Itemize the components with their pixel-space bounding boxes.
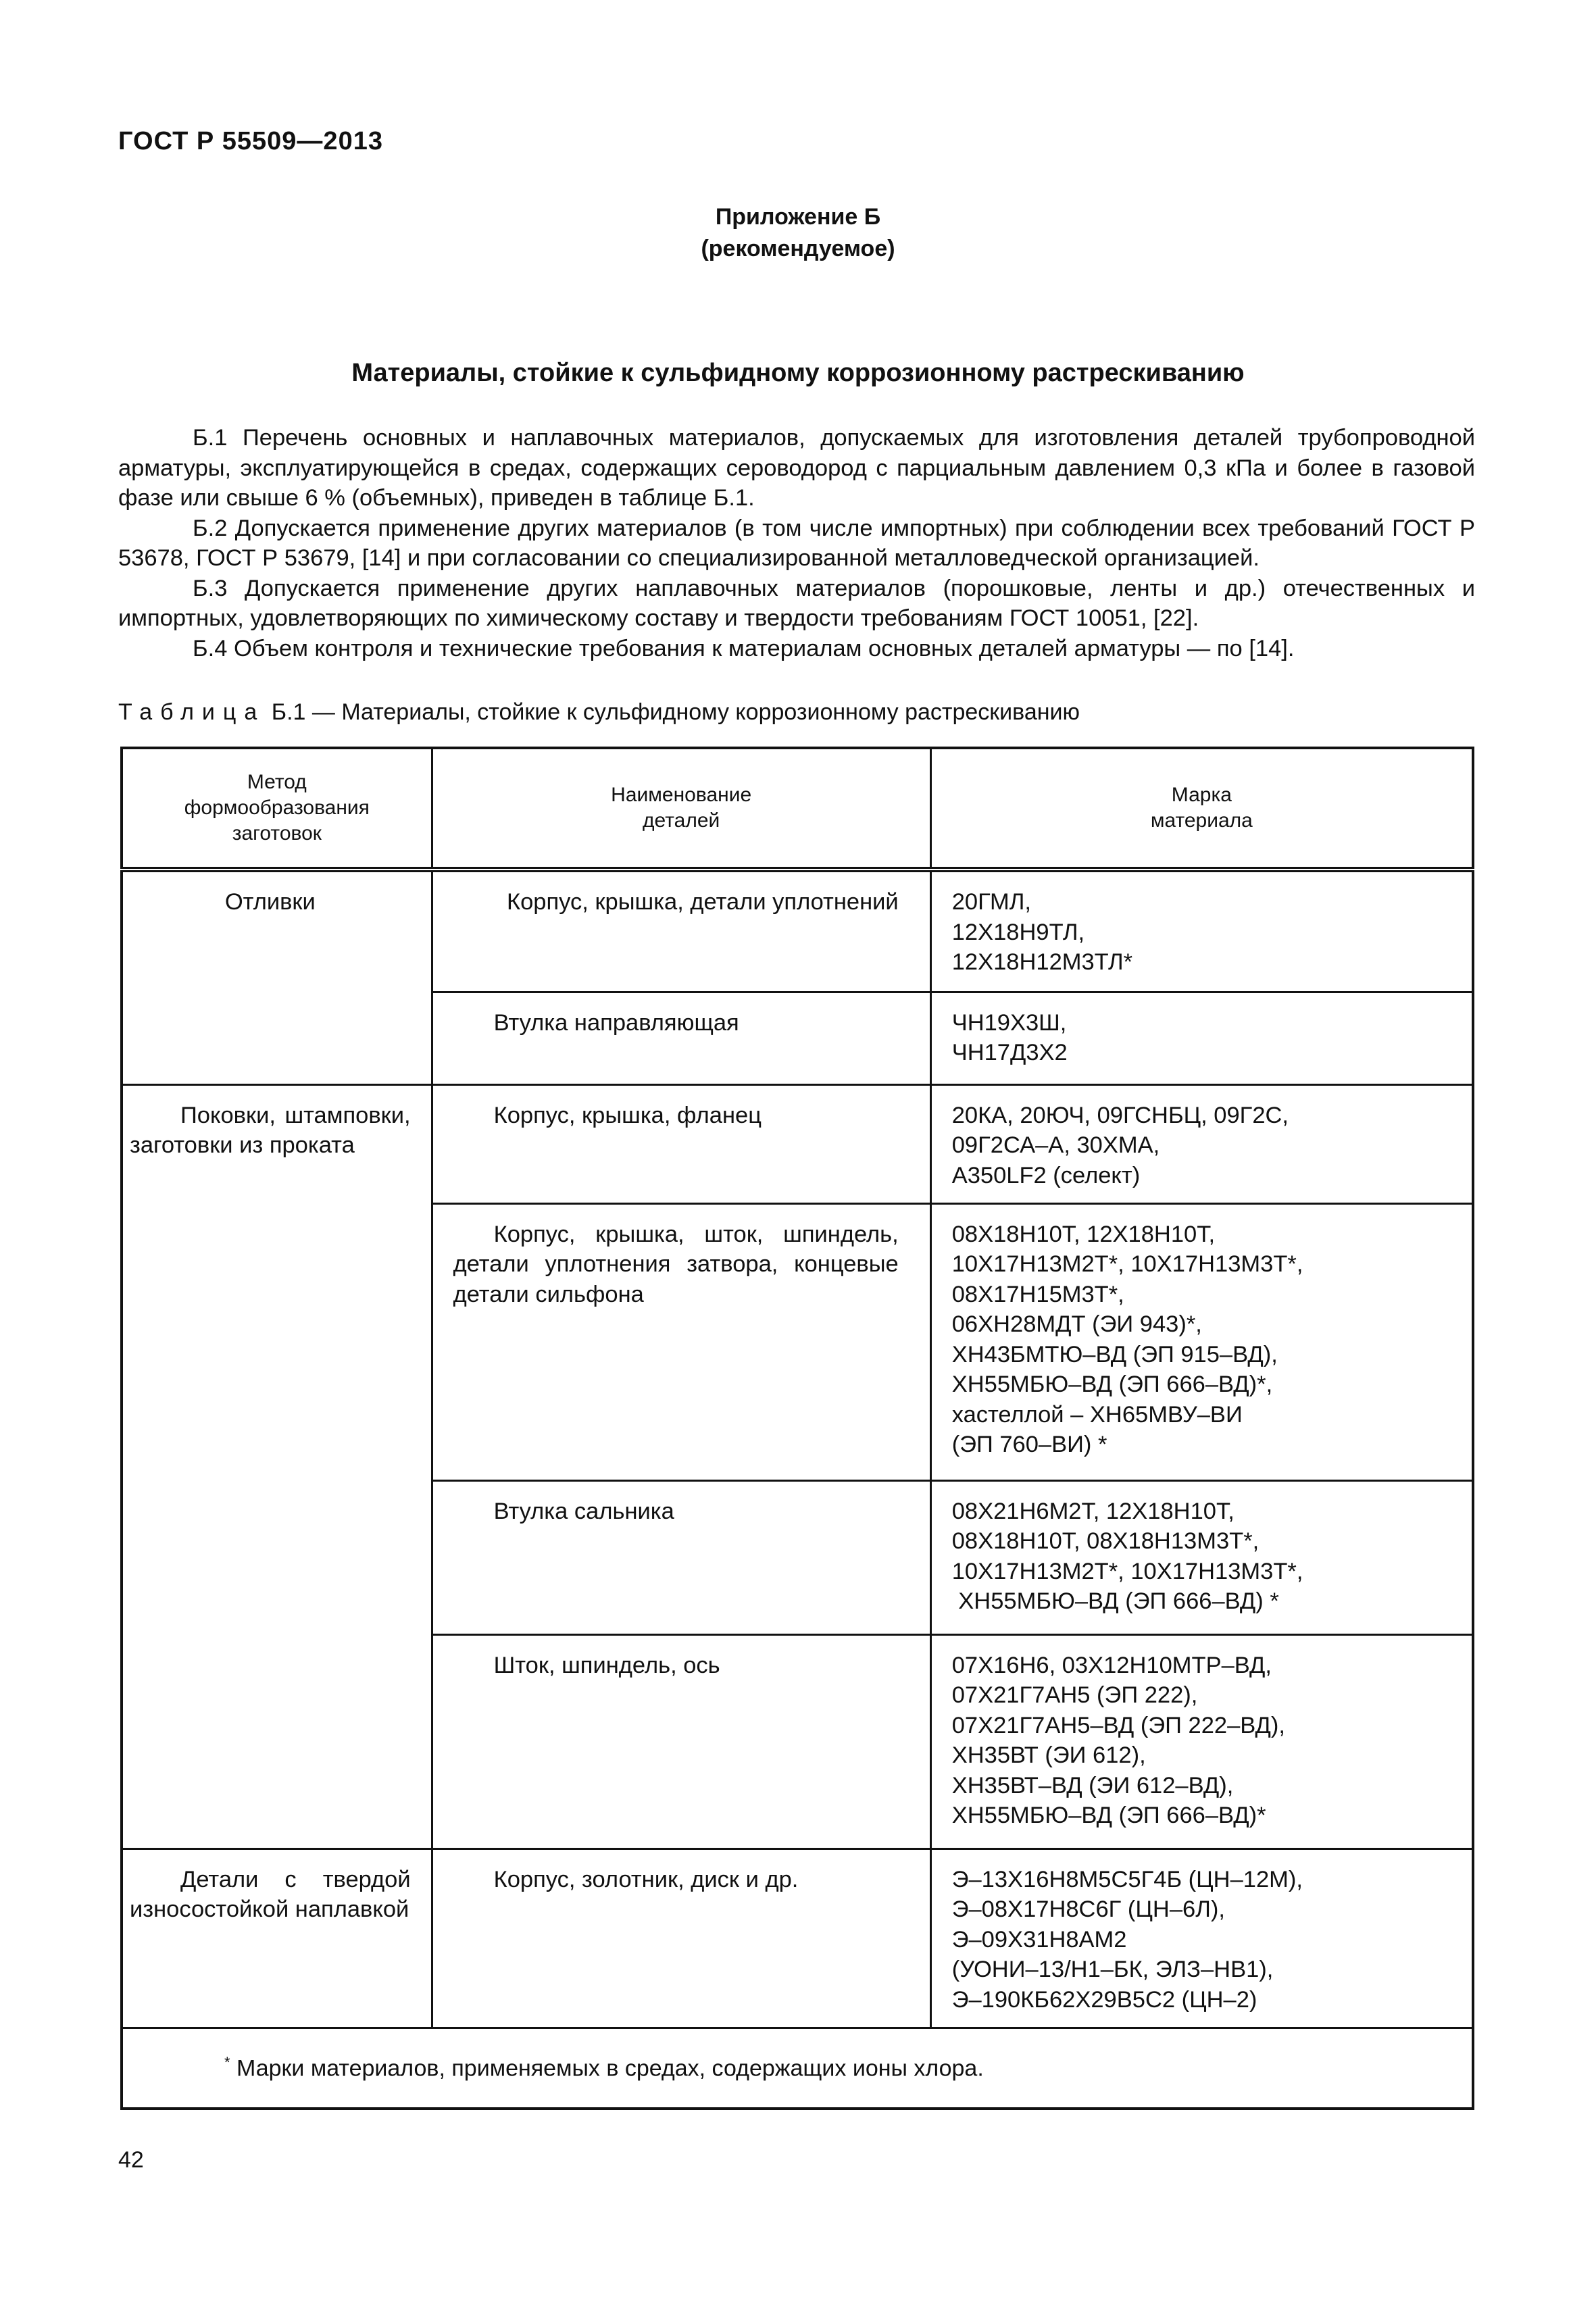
document-code: ГОСТ Р 55509—2013 (118, 127, 383, 155)
method-cell: Поковки, штамповки, заготовки из проката (122, 1084, 432, 1848)
material-line: A350LF2 (селект) (951, 1162, 1141, 1188)
material-line: хастеллой – ХН65МВУ–ВИ (951, 1401, 1243, 1428)
method-cell: Отливки (122, 870, 432, 1084)
header-method (122, 748, 432, 870)
part-cell: Втулка направляющая (432, 992, 930, 1084)
material-line: ХН35ВТ (ЭИ 612), (951, 1742, 1146, 1768)
material-line: ХН43БМТЮ–ВД (ЭП 915–ВД), (951, 1341, 1278, 1367)
paragraph-b2: Б.2 Допускается применение других материалов (в том числе импортных) при соблюдении всех требований ГОСТ Р 53678, ГОСТ Р 53679, [14] и при согласовании со специализированной металловедческой организацией. (118, 515, 1475, 571)
part-cell: Корпус, золотник, диск и др. (432, 1848, 930, 2028)
table-caption (118, 699, 1080, 726)
part-cell: Корпус, крышка, фланец (432, 1084, 930, 1203)
paragraph-b4: Б.4 Объем контроля и технические требования к материалам основных деталей арматуры — по [14]. (193, 635, 1295, 661)
material-line: 10Х17Н13М2Т*, 10Х17Н13М3Т*, (951, 1251, 1303, 1277)
material-line: ЧН17Д3Х2 (951, 1040, 1068, 1065)
body-text (118, 423, 1475, 663)
material-line: (ЭП 760–ВИ) * (951, 1432, 1107, 1457)
material-cell (930, 1848, 1473, 2028)
header-part (432, 748, 930, 870)
material-line: 20КА, 20ЮЧ, 09ГСНБЦ, 09Г2С, (951, 1102, 1289, 1128)
header-line: материала (1150, 809, 1253, 832)
method-cell: Детали с твердой износостойкой наплавкой (122, 1848, 432, 2028)
page-number: 42 (118, 2147, 144, 2173)
material-line: 09Г2СА–А, 30ХМА, (951, 1132, 1160, 1158)
materials-table (120, 747, 1474, 2110)
material-line: 08Х21Н6М2Т, 12Х18Н10Т, (951, 1498, 1235, 1524)
material-cell (930, 1480, 1473, 1634)
part-cell: Корпус, крышка, шток, шпиндель, детали уплотнения затвора, концевые детали сильфона (432, 1203, 930, 1480)
appendix-status: (рекомендуемое) (701, 236, 895, 261)
header-line: Метод (247, 771, 307, 793)
material-line: ХН55МБЮ–ВД (ЭП 666–ВД) * (951, 1588, 1279, 1614)
table-footnote-row (122, 2028, 1473, 2109)
material-line: Э–09Х31Н8АМ2 (951, 1926, 1127, 1953)
material-line: ХН35ВТ–ВД (ЭИ 612–ВД), (951, 1772, 1234, 1799)
part-cell: Корпус, крышка, детали уплотнений (432, 870, 930, 992)
material-line: 12Х18Н12М3ТЛ* (951, 949, 1133, 975)
section-heading: Материалы, стойкие к сульфидному коррозионному растрескиванию (351, 359, 1245, 387)
material-cell (930, 992, 1473, 1084)
material-line: (УОНИ–13/Н1–БК, ЭЛЗ–НВ1), (951, 1957, 1274, 1982)
table-row (122, 1848, 1473, 2028)
material-line: 20ГМЛ, (951, 889, 1031, 915)
appendix-title: Приложение Б (715, 204, 881, 230)
paragraph-b3: Б.3 Допускается применение других наплавочных материалов (порошковые, ленты и др.) отечественных и импортных, удовлетворяющих по химическому составу и твердости требованиям ГОСТ 10051, [22]. (118, 575, 1475, 631)
material-line: 06ХН28МДТ (ЭИ 943)*, (951, 1311, 1202, 1337)
material-line: Э–13Х16Н8М5С5Г4Б (ЦН–12М), (951, 1866, 1303, 1892)
material-cell (930, 1203, 1473, 1480)
header-material (930, 748, 1473, 870)
header-line: Наименование (611, 784, 752, 806)
material-cell (930, 1634, 1473, 1848)
material-line: 07Х16Н6, 03Х12Н10МТР–ВД, (951, 1652, 1272, 1678)
table-caption-text: Б.1 — Материалы, стойкие к сульфидному коррозионному растрескиванию (271, 699, 1080, 725)
material-line: ХН55МБЮ–ВД (ЭП 666–ВД)* (951, 1803, 1266, 1828)
paragraph-b1: Б.1 Перечень основных и наплавочных материалов, допускаемых для изготовления деталей трубопроводной арматуры, эксплуатирующейся в средах, содержащих сероводород с парциальным давлением 0,3 кПа и более в газовой фазе или свыше 6 % (объемных), приведен в таблице Б.1. (118, 425, 1475, 511)
material-line: 07Х21Г7АН5 (ЭП 222), (951, 1682, 1198, 1708)
part-cell: Втулка сальника (432, 1480, 930, 1634)
table-footnote (122, 2028, 1473, 2109)
table-row (122, 1084, 1473, 1203)
material-line: 08Х17Н15М3Т*, (951, 1281, 1124, 1307)
material-line: ЧН19Х3Ш, (951, 1009, 1067, 1036)
material-cell (930, 1084, 1473, 1203)
material-line: 07Х21Г7АН5–ВД (ЭП 222–ВД), (951, 1712, 1285, 1738)
material-line: 08Х18Н10Т, 12Х18Н10Т, (951, 1221, 1216, 1247)
material-line: 12Х18Н9ТЛ, (951, 919, 1085, 945)
table-header-row (122, 748, 1473, 870)
material-line: Э–190КБ62Х29В5С2 (ЦН–2) (951, 1986, 1257, 2013)
material-cell (930, 870, 1473, 992)
header-line: формообразования (184, 797, 370, 819)
table-row (122, 870, 1473, 992)
header-line: деталей (643, 809, 720, 832)
material-line: ХН55МБЮ–ВД (ЭП 666–ВД)*, (951, 1372, 1273, 1397)
footnote-mark: * (224, 2053, 230, 2071)
header-line: заготовок (232, 822, 322, 845)
material-line: 08Х18Н10Т, 08Х18Н13М3Т*, (951, 1528, 1260, 1554)
header-line: Марка (1171, 784, 1232, 806)
footnote-text: Марки материалов, применяемых в средах, содержащих ионы хлора. (236, 2055, 984, 2081)
part-cell: Шток, шпиндель, ось (432, 1634, 930, 1848)
table-caption-label: Таблица (118, 699, 266, 725)
material-line: 10Х17Н13М2Т*, 10Х17Н13М3Т*, (951, 1558, 1303, 1584)
material-line: Э–08Х17Н8С6Г (ЦН–6Л), (951, 1896, 1225, 1922)
